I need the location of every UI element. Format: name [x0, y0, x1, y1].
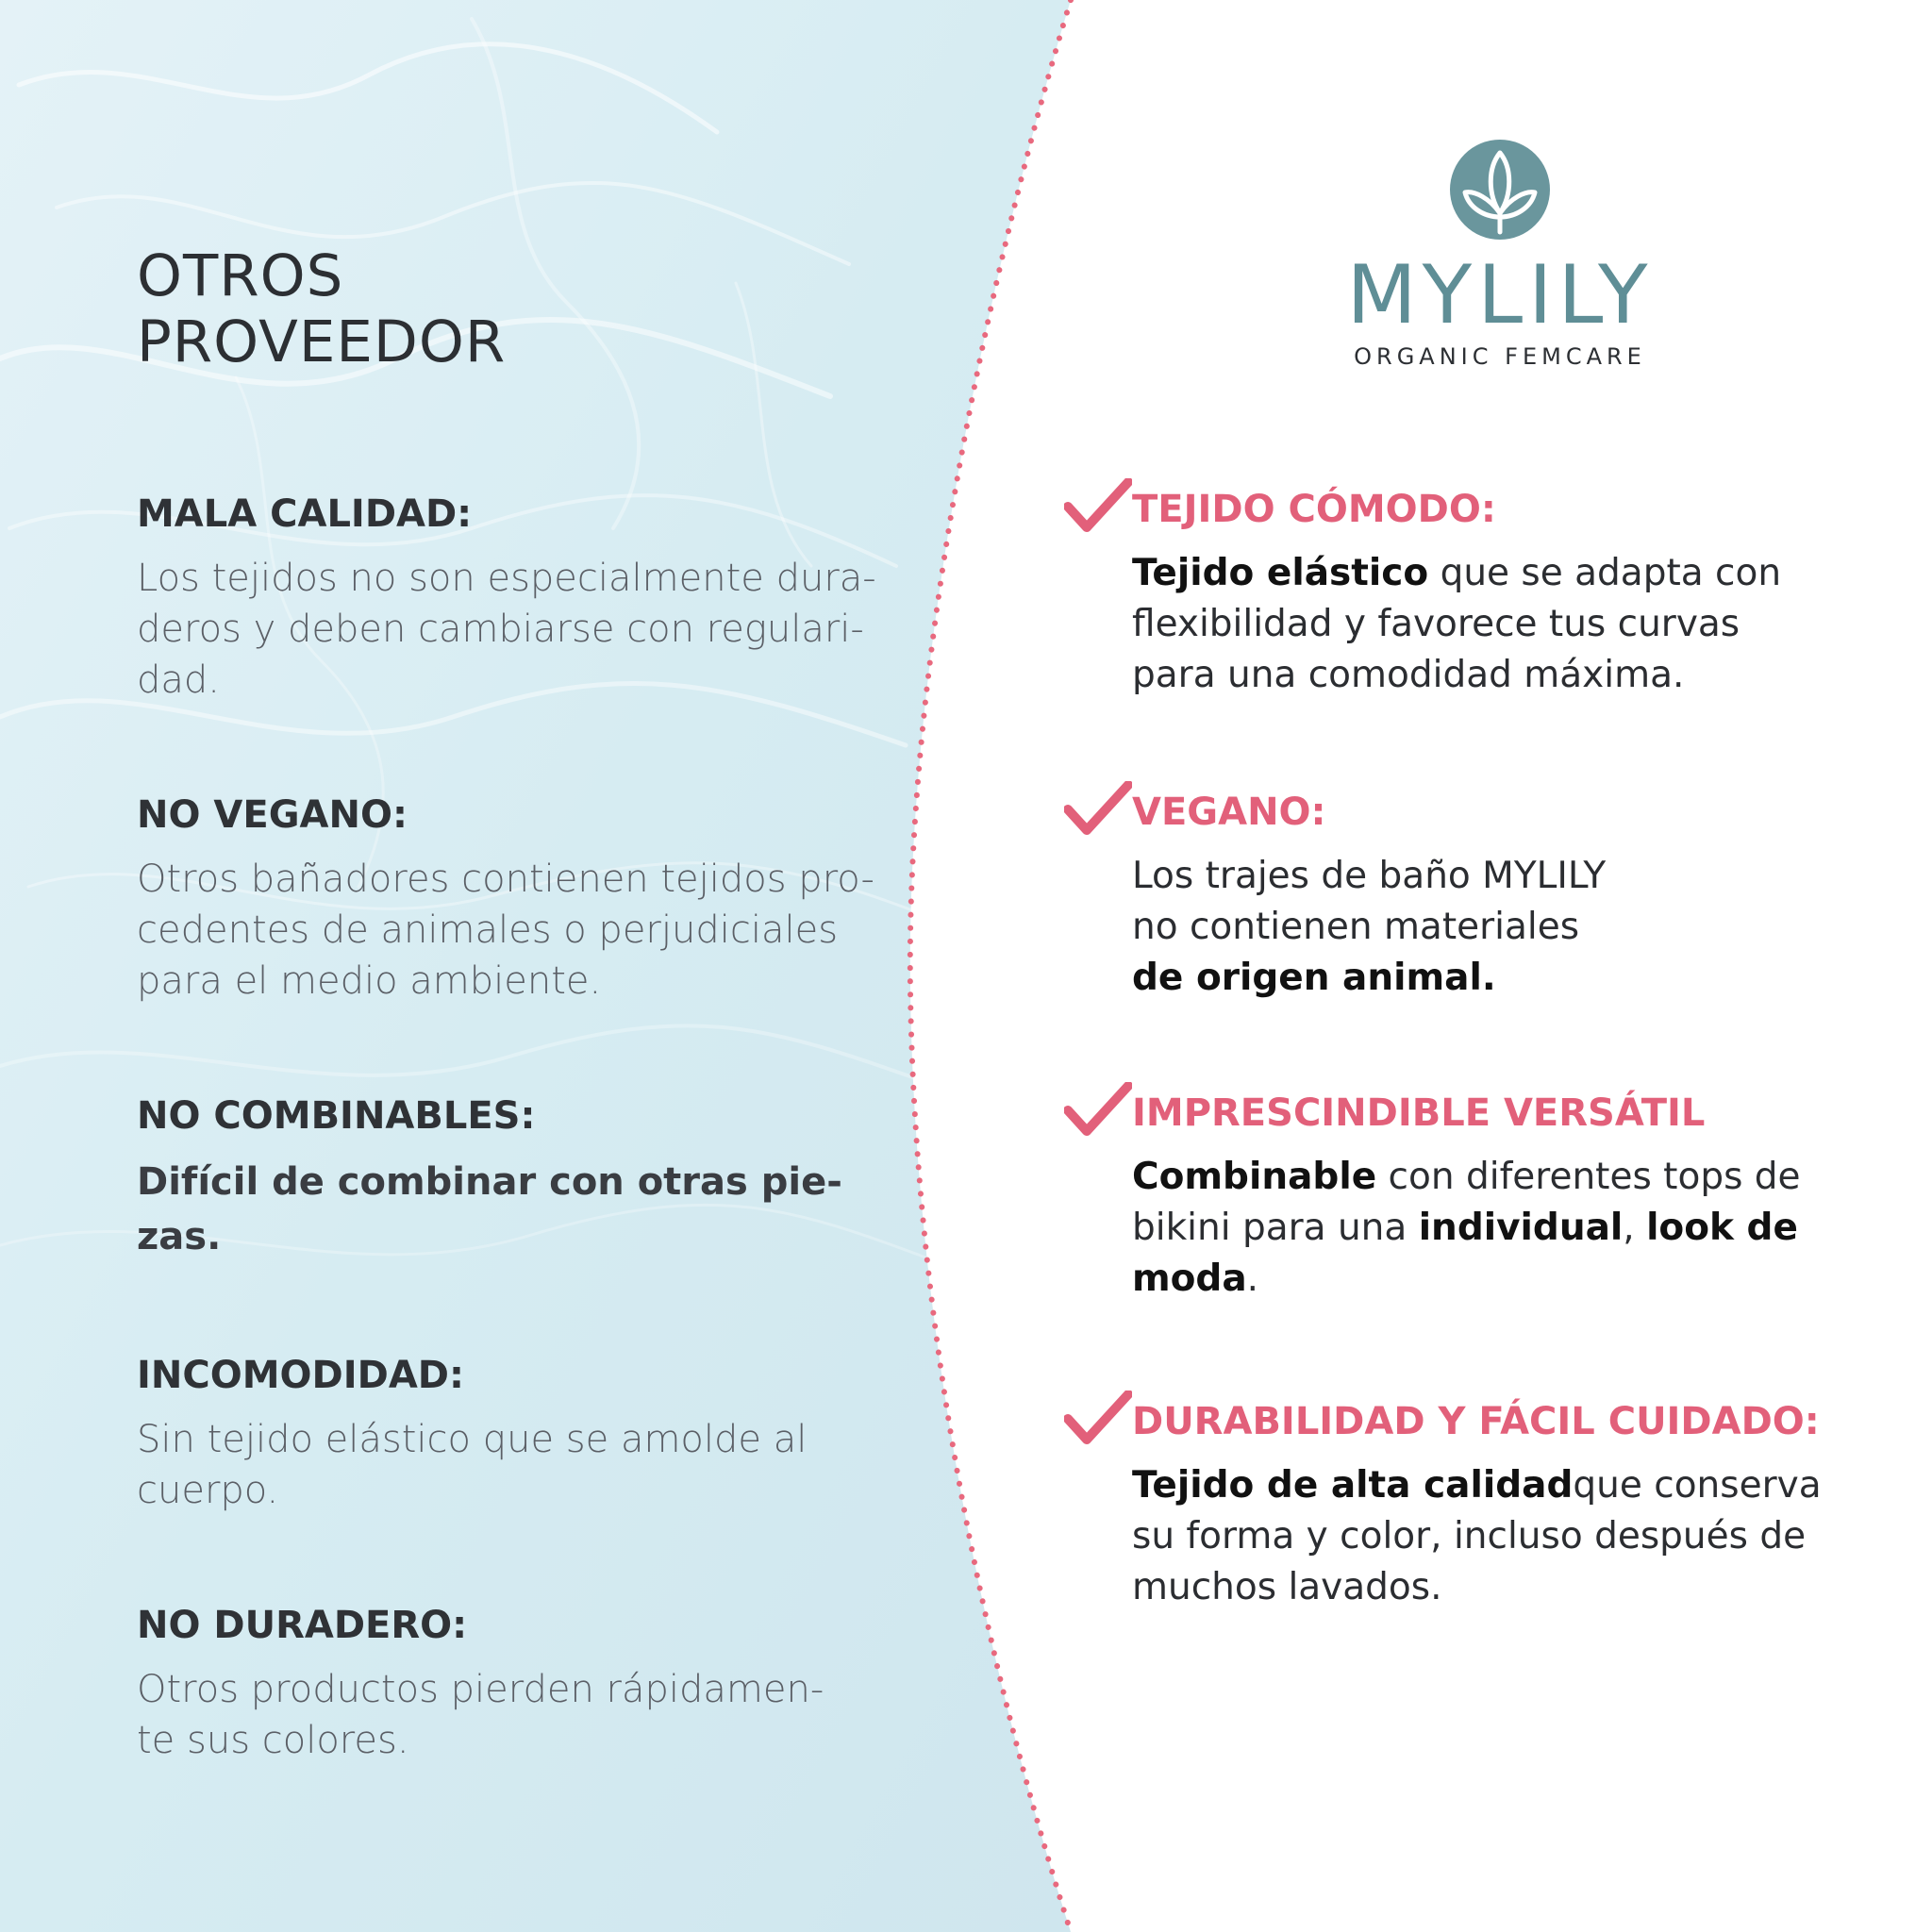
body-line: Los tejidos no son especialmente dura-	[137, 557, 876, 600]
body-line: para una comodidad máxima.	[1132, 654, 1685, 696]
left-item-heading: MALA CALIDAD:	[137, 492, 473, 536]
body-line: Difícil de combinar con otras pie-	[137, 1160, 842, 1204]
right-item-heading: IMPRESCINDIBLE VERSÁTIL	[1132, 1091, 1706, 1135]
right-item-body	[1132, 1152, 1875, 1305]
left-item-heading: INCOMODIDAD:	[137, 1354, 464, 1397]
body-line: dad.	[137, 658, 221, 702]
left-item-body	[137, 1155, 920, 1264]
right-item-body	[1132, 851, 1875, 1004]
left-item-body	[137, 553, 920, 706]
right-item-body	[1132, 548, 1875, 701]
body-text: con diferentes tops de	[1376, 1156, 1801, 1198]
right-item-tejido-comodo	[1064, 486, 1875, 701]
body-text: .	[1246, 1257, 1259, 1300]
body-emphasis: moda	[1132, 1257, 1247, 1300]
body-line: Otros bañadores contienen tejidos pro-	[137, 858, 874, 901]
body-text: ,	[1623, 1207, 1647, 1249]
lotus-icon	[1450, 140, 1550, 240]
body-line: zas.	[137, 1215, 222, 1258]
body-emphasis: de origen animal.	[1132, 957, 1496, 999]
left-item-body	[137, 1664, 920, 1766]
left-title-line2: PROVEEDOR	[137, 308, 507, 375]
right-item-body	[1132, 1460, 1875, 1613]
body-line: flexibilidad y favorece tus curvas	[1132, 603, 1740, 645]
right-item-heading: VEGANO:	[1132, 791, 1326, 834]
body-text: que se adapta con	[1428, 552, 1782, 594]
left-title-line1: OTROS	[137, 242, 344, 309]
body-line: muchos lavados.	[1132, 1566, 1442, 1608]
left-item-no-combinables	[137, 1094, 920, 1264]
check-icon	[1064, 478, 1132, 535]
right-item-durabilidad	[1064, 1398, 1875, 1613]
right-item-heading: DURABILIDAD Y FÁCIL CUIDADO:	[1132, 1400, 1820, 1443]
body-line: Los trajes de baño MYLILY	[1132, 855, 1607, 897]
body-line: cuerpo.	[137, 1469, 279, 1512]
brand-logo	[1340, 140, 1660, 370]
body-line: deros y deben cambiarse con regulari-	[137, 608, 864, 651]
right-item-heading: TEJIDO CÓMODO:	[1132, 488, 1496, 531]
body-emphasis: Tejido elástico	[1132, 552, 1429, 594]
body-emphasis: Tejido de alta calidad	[1132, 1464, 1574, 1507]
body-emphasis: Combinable	[1132, 1156, 1377, 1198]
left-item-no-duradero	[137, 1604, 920, 1766]
left-item-body	[137, 1414, 920, 1516]
check-icon	[1064, 781, 1132, 838]
body-line: te sus colores.	[137, 1719, 409, 1762]
right-item-imprescindible	[1064, 1090, 1875, 1305]
left-item-no-vegano	[137, 793, 920, 1007]
right-item-vegano	[1064, 789, 1875, 1004]
body-line: Sin tejido elástico que se amolde al	[137, 1418, 808, 1461]
left-title	[137, 243, 506, 375]
body-line: para el medio ambiente.	[137, 959, 602, 1003]
left-item-heading: NO COMBINABLES:	[137, 1094, 536, 1138]
brand-name: MYLILY	[1346, 248, 1654, 342]
check-icon	[1064, 1391, 1132, 1447]
body-text: que conserva	[1573, 1464, 1822, 1507]
body-emphasis: individual	[1418, 1207, 1624, 1249]
body-line: no contienen materiales	[1132, 906, 1580, 948]
left-item-incomodidad	[137, 1354, 920, 1516]
brand-tagline: ORGANIC FEMCARE	[1354, 343, 1646, 370]
body-line: Otros productos pierden rápidamen-	[137, 1668, 824, 1711]
left-item-heading: NO VEGANO:	[137, 793, 408, 837]
body-line: su forma y color, incluso después de	[1132, 1515, 1807, 1557]
left-item-body	[137, 854, 920, 1007]
body-text: bikini para una	[1132, 1207, 1419, 1249]
body-line: cedentes de animales o perjudiciales	[137, 908, 839, 952]
left-item-mala-calidad	[137, 492, 920, 706]
check-icon	[1064, 1082, 1132, 1139]
body-emphasis: look de	[1646, 1207, 1798, 1249]
left-item-heading: NO DURADERO:	[137, 1604, 468, 1647]
